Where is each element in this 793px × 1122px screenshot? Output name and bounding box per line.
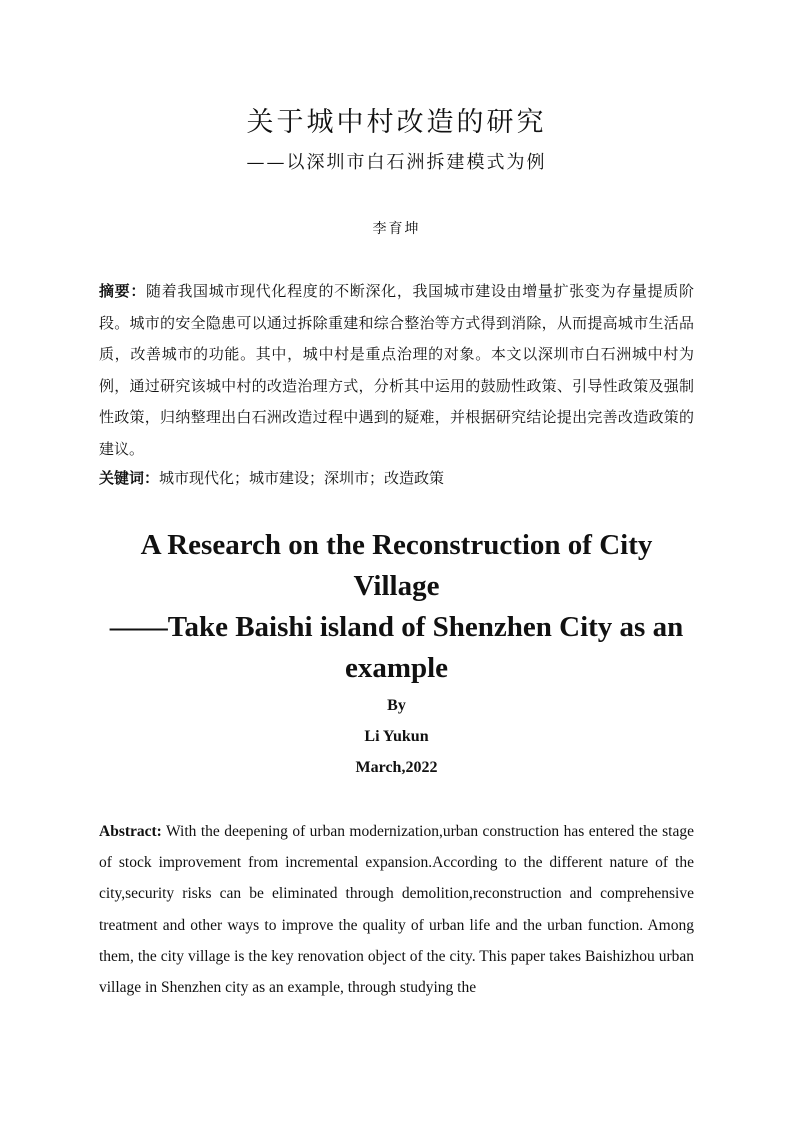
english-abstract-label: Abstract:: [99, 823, 162, 840]
chinese-keywords: [99, 463, 694, 495]
chinese-abstract-text: 随着我国城市现代化程度的不断深化，我国城市建设由增量扩张变为存量提质阶段。城市的安全隐患可以通过拆除重建和综合整治等方式得到消除，从而提高城市生活品质，改善城市的功能。其中，城中村是重点治理的对象。本文以深圳市白石洲城中村为例，通过研究该城中村的改造治理方式，分析其中运用的鼓励性政策、引导性政策及强制性政策，归纳整理出白石洲改造过程中遇到的疑难，并根据研究结论提出完善改造政策的建议。: [99, 282, 694, 458]
chinese-title: 关于城中村改造的研究: [246, 107, 547, 138]
chinese-author: 李育坤: [372, 221, 421, 237]
english-by: By: [387, 697, 406, 714]
chinese-keywords-text: 城市现代化；城市建设；深圳市；改造政策: [159, 469, 445, 487]
english-title-line: ——Take Baishi island of Shenzhen City as an: [109, 611, 684, 643]
english-title-line: Village: [353, 570, 440, 602]
chinese-subtitle: ——以深圳市白石洲拆建模式为例: [246, 152, 547, 173]
english-title: [90, 525, 703, 689]
english-date: March,2022: [355, 759, 438, 776]
english-author: Li Yukun: [364, 728, 429, 745]
english-abstract: [99, 816, 694, 1003]
chinese-abstract-label: 摘要：: [99, 282, 147, 300]
chinese-keywords-label: 关键词：: [99, 469, 160, 487]
english-title-line: A Research on the Reconstruction of City: [140, 529, 653, 561]
chinese-abstract: [99, 276, 694, 465]
english-title-line: example: [344, 652, 449, 684]
english-abstract-text: With the deepening of urban modernization,urban construction has entered the stage of stock improvement from incremental expansion.According to the different nature of the city,security risks can be eliminated through demolition,reconstruction and comprehensive treatment and other ways to improve the quality of urban life and the urban function. Among them, the city village is the key renovation object of the city. This paper takes Baishizhou urban village in Shenzhen city as an example, through studying the: [99, 823, 694, 997]
